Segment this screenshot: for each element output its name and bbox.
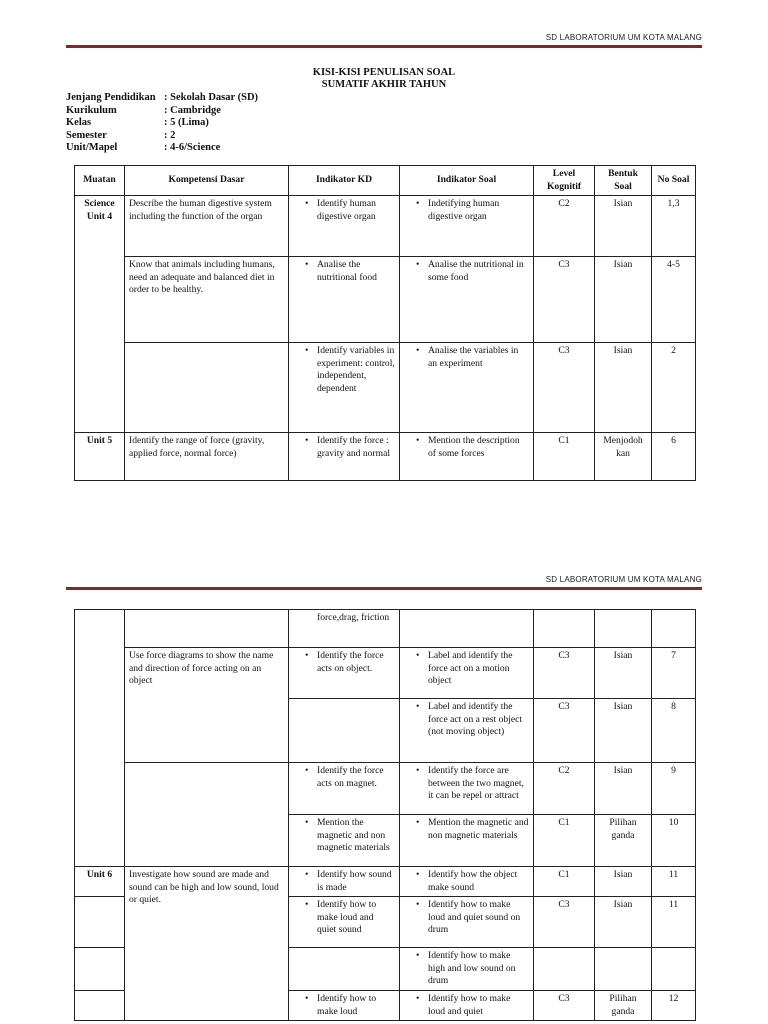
cell-indikator-kd: • Identify human digestive organ bbox=[289, 196, 400, 257]
cell-level: C1 bbox=[534, 867, 595, 897]
meta-row bbox=[66, 117, 258, 130]
cell-no: 10 bbox=[652, 815, 696, 867]
cell-no: 9 bbox=[652, 763, 696, 815]
cell-indikator-kd: • Identify the force : gravity and normal bbox=[289, 433, 400, 481]
bullet-icon: • bbox=[416, 950, 420, 962]
document-page-1 bbox=[0, 0, 768, 500]
col-header-indikator-soal: Indikator Soal bbox=[400, 166, 534, 196]
cell-indikator-kd: • Analise the nutritional food bbox=[289, 257, 400, 343]
cell-bentuk: Isian bbox=[595, 196, 652, 257]
cell-muatan: Science Unit 4 bbox=[75, 196, 125, 433]
cell-indikator-soal: • Analise the variables in an experiment bbox=[400, 343, 534, 433]
cell-muatan: Unit 5 bbox=[75, 433, 125, 481]
col-header-bentuk-soal: Bentuk Soal bbox=[595, 166, 652, 196]
col-header-indikator-kd: Indikator KD bbox=[289, 166, 400, 196]
cell-no: 6 bbox=[652, 433, 696, 481]
cell-bentuk bbox=[595, 610, 652, 648]
table-row bbox=[75, 763, 696, 815]
meta-key: Unit/Mapel bbox=[66, 142, 118, 153]
cell-no bbox=[652, 610, 696, 648]
cell-level bbox=[534, 610, 595, 648]
cell-indikator-soal: • Identify how the object make sound bbox=[400, 867, 534, 897]
bullet-icon: • bbox=[416, 650, 420, 661]
bullet-icon: • bbox=[305, 765, 309, 776]
header-divider bbox=[66, 587, 702, 590]
meta-value: : 4-6/Science bbox=[164, 142, 221, 153]
meta-row bbox=[66, 142, 258, 155]
cell-level: C3 bbox=[534, 257, 595, 343]
meta-key: Semester bbox=[66, 129, 107, 141]
col-header-kompetensi-dasar: Kompetensi Dasar bbox=[125, 166, 289, 196]
cell-no: 11 bbox=[652, 867, 696, 897]
cell-no: 1,3 bbox=[652, 196, 696, 257]
cell-level: C3 bbox=[534, 343, 595, 433]
cell-bentuk: Isian bbox=[595, 343, 652, 433]
bullet-icon: • bbox=[416, 899, 420, 911]
bullet-icon: • bbox=[416, 198, 420, 210]
bullet-icon: • bbox=[416, 259, 420, 271]
bullet-icon: • bbox=[416, 701, 420, 712]
cell-indikator-soal: • Analise the nutritional in some food bbox=[400, 257, 534, 343]
cell-no: 11 bbox=[652, 897, 696, 948]
cell-level: C1 bbox=[534, 433, 595, 481]
cell-level: C3 bbox=[534, 648, 595, 699]
meta-key: Kurikulum bbox=[66, 104, 117, 116]
cell-indikator-soal: • Indetifying human digestive organ bbox=[400, 196, 534, 257]
cell-indikator-soal: • Identify the force are between the two magnet, it can be repel or attract bbox=[400, 763, 534, 815]
cell-indikator-soal: • Mention the description of some forces bbox=[400, 433, 534, 481]
cell-indikator-soal: • Mention the magnetic and non magnetic materials bbox=[400, 815, 534, 867]
document-meta bbox=[66, 92, 258, 155]
document-page-2 bbox=[0, 500, 768, 1024]
cell-level: C3 bbox=[534, 897, 595, 948]
cell-level: C3 bbox=[534, 990, 595, 1020]
bullet-icon: • bbox=[416, 817, 420, 828]
table-row bbox=[75, 610, 696, 648]
header-school-name: SD LABORATORIUM UM KOTA MALANG bbox=[545, 575, 702, 584]
bullet-icon: • bbox=[416, 435, 420, 447]
bullet-icon: • bbox=[305, 869, 309, 880]
col-header-level-kognitif: Level Kognitif bbox=[534, 166, 595, 196]
cell-no: 12 bbox=[652, 990, 696, 1020]
cell-muatan: Unit 6 bbox=[75, 867, 125, 897]
table-row bbox=[75, 648, 696, 699]
cell-kompetensi-dasar: Identify the range of force (gravity, applied force, normal force) bbox=[125, 433, 289, 481]
cell-bentuk: Isian bbox=[595, 648, 652, 699]
bullet-icon: • bbox=[305, 817, 309, 828]
meta-value: : 2 bbox=[164, 129, 176, 141]
cell-muatan bbox=[75, 610, 125, 867]
cell-kompetensi-dasar bbox=[125, 763, 289, 867]
bullet-icon: • bbox=[305, 650, 309, 661]
cell-indikator-soal: • Identify how to make loud and quiet bbox=[400, 990, 534, 1020]
cell-bentuk: Isian bbox=[595, 763, 652, 815]
meta-value: : Sekolah Dasar (SD) bbox=[164, 92, 259, 103]
bullet-icon: • bbox=[305, 259, 309, 271]
cell-level: C3 bbox=[534, 699, 595, 763]
cell-no bbox=[652, 948, 696, 991]
cell-kompetensi-dasar bbox=[125, 343, 289, 433]
cell-indikator-kd: • Identify how to make loud and quiet sound bbox=[289, 897, 400, 948]
cell-level: C2 bbox=[534, 763, 595, 815]
kisi-kisi-table-page-1 bbox=[74, 165, 696, 481]
cell-bentuk: Isian bbox=[595, 699, 652, 763]
cell-indikator-kd bbox=[289, 699, 400, 763]
table-row bbox=[75, 433, 696, 481]
bullet-icon: • bbox=[416, 869, 420, 880]
cell-bentuk: Menjodoh kan bbox=[595, 433, 652, 481]
cell-no: 4-5 bbox=[652, 257, 696, 343]
cell-indikator-kd: • Identify the force acts on magnet. bbox=[289, 763, 400, 815]
cell-level: C1 bbox=[534, 815, 595, 867]
cell-level bbox=[534, 948, 595, 991]
table-header-row bbox=[75, 166, 696, 196]
header-school-name: SD LABORATORIUM UM KOTA MALANG bbox=[545, 33, 702, 42]
cell-no: 7 bbox=[652, 648, 696, 699]
kisi-kisi-table-page-2 bbox=[74, 609, 696, 1021]
cell-no: 8 bbox=[652, 699, 696, 763]
table-row bbox=[75, 343, 696, 433]
cell-level: C2 bbox=[534, 196, 595, 257]
cell-muatan bbox=[75, 948, 125, 991]
cell-indikator-soal: • Identify how to make loud and quiet sound on drum bbox=[400, 897, 534, 948]
bullet-icon: • bbox=[305, 899, 309, 911]
cell-indikator-kd: • Identify the force acts on object. bbox=[289, 648, 400, 699]
bullet-icon: • bbox=[416, 765, 420, 776]
cell-indikator-soal: • Identify how to make high and low sound on drum bbox=[400, 948, 534, 991]
cell-kompetensi-dasar: Know that animals including humans, need an adequate and balanced diet in order to be healthy. bbox=[125, 257, 289, 343]
cell-bentuk: Isian bbox=[595, 257, 652, 343]
cell-indikator-kd: • Mention the magnetic and non magnetic materials bbox=[289, 815, 400, 867]
cell-kompetensi-dasar: Use force diagrams to show the name and direction of force acting on an object bbox=[125, 648, 289, 763]
cell-indikator-kd: • Identify how sound is made bbox=[289, 867, 400, 897]
col-header-no-soal: No Soal bbox=[652, 166, 696, 196]
meta-value: : Cambridge bbox=[164, 104, 221, 116]
bullet-icon: • bbox=[305, 435, 309, 447]
meta-key: Kelas bbox=[66, 117, 92, 128]
table-row bbox=[75, 196, 696, 257]
cell-indikator-soal bbox=[400, 610, 534, 648]
meta-row bbox=[66, 92, 258, 105]
cell-bentuk: Pilihan ganda bbox=[595, 815, 652, 867]
col-header-muatan: Muatan bbox=[75, 166, 125, 196]
cell-muatan bbox=[75, 897, 125, 948]
bullet-icon: • bbox=[305, 345, 309, 357]
cell-kompetensi-dasar: Describe the human digestive system including the function of the organ bbox=[125, 196, 289, 257]
cell-no: 2 bbox=[652, 343, 696, 433]
cell-indikator-soal: • Label and identify the force act on a motion object bbox=[400, 648, 534, 699]
bullet-icon: • bbox=[305, 198, 309, 210]
cell-indikator-kd bbox=[289, 948, 400, 991]
cell-indikator-kd: force,drag, friction bbox=[289, 610, 400, 648]
bullet-icon: • bbox=[416, 992, 420, 1004]
cell-indikator-kd: • Identify variables in experiment: control, independent, dependent bbox=[289, 343, 400, 433]
header-divider bbox=[66, 45, 702, 48]
bullet-icon: • bbox=[305, 992, 309, 1004]
table-row bbox=[75, 257, 696, 343]
cell-kompetensi-dasar bbox=[125, 610, 289, 648]
meta-key: Jenjang Pendidikan bbox=[66, 92, 156, 103]
document-subtitle: SUMATIF AKHIR TAHUN bbox=[321, 79, 447, 90]
cell-indikator-soal: • Label and identify the force act on a rest object (not moving object) bbox=[400, 699, 534, 763]
cell-muatan bbox=[75, 990, 125, 1020]
cell-bentuk bbox=[595, 948, 652, 991]
cell-kompetensi-dasar: Investigate how sound are made and sound can be high and low sound, loud or quiet. bbox=[125, 867, 289, 1021]
cell-bentuk: Pilihan ganda bbox=[595, 990, 652, 1020]
cell-indikator-kd: • Identify how to make loud bbox=[289, 990, 400, 1020]
cell-bentuk: Isian bbox=[595, 867, 652, 897]
cell-bentuk: Isian bbox=[595, 897, 652, 948]
table-row bbox=[75, 867, 696, 897]
meta-row bbox=[66, 105, 258, 118]
bullet-icon: • bbox=[416, 345, 420, 357]
meta-row bbox=[66, 130, 258, 143]
meta-value: : 5 (Lima) bbox=[164, 117, 209, 128]
document-title: KISI-KISI PENULISAN SOAL bbox=[312, 67, 456, 78]
